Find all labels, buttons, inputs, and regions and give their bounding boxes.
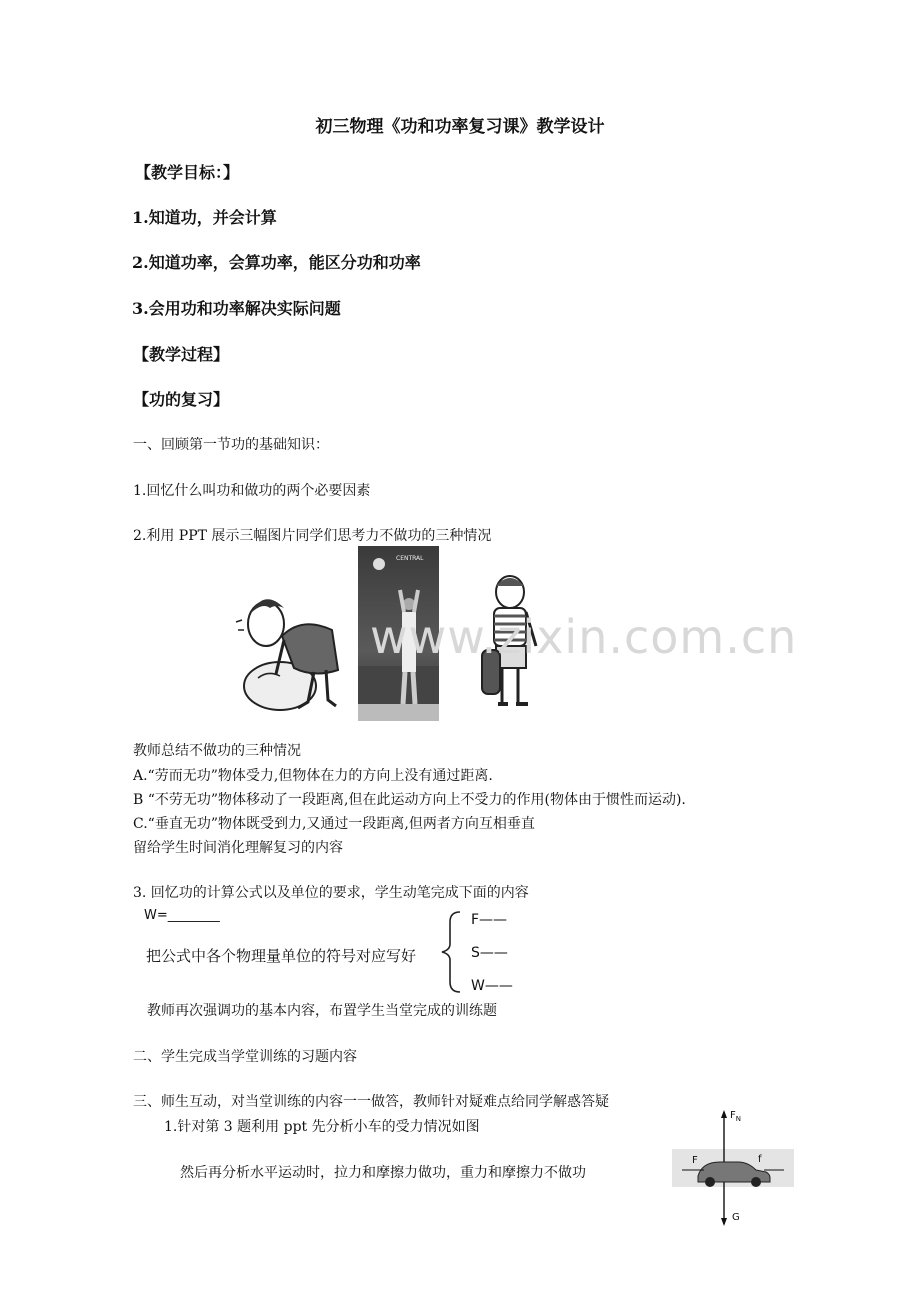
process-heading: 【教学过程】 (133, 345, 230, 364)
force-diagram (672, 1108, 794, 1228)
goals-heading: 【教学目标：】 (135, 163, 240, 182)
item-2: 2.利用 PPT 展示三幅图片同学们思考力不做功的三种情况 (133, 528, 492, 544)
section-2: 二、学生完成当学堂训练的习题内容 (133, 1049, 357, 1065)
goal-2: 2.知道功率，会算功率，能区分功和功率 (132, 253, 421, 272)
document-title: 初三物理《功和功率复习课》教学设计 (315, 117, 605, 137)
item-1: 1.回忆什么叫功和做功的两个必要因素 (133, 483, 371, 499)
friction-label: f (758, 1154, 762, 1165)
section-1: 一、回顾第一节功的基础知识： (133, 437, 329, 453)
brace (440, 910, 464, 994)
sub-item-1: 1.针对第 3 题利用 ppt 先分析小车的受力情况如图 (164, 1119, 480, 1135)
goal-1: 1.知道功，并会计算 (132, 208, 277, 227)
units-prompt: 把公式中各个物理量单位的符号对应写好 (146, 947, 417, 965)
section-3: 三、师生互动，对当堂训练的内容一一做答，教师针对疑难点给同学解惑答疑 (133, 1094, 609, 1110)
case-c: C.“垂直无功”物体既受到力,又通过一段距离,但两者方向互相垂直 (133, 816, 535, 832)
gravity-label: G (732, 1212, 740, 1223)
girl-pushing-rock-illustration (228, 578, 346, 718)
analysis-line: 然后再分析水平运动时，拉力和摩擦力做功，重力和摩擦力不做功 (180, 1165, 586, 1181)
watermark: www.zixin.com.cn (370, 610, 798, 664)
item-3: 3. 回忆功的计算公式以及单位的要求，学生动笔完成下面的内容 (133, 885, 529, 901)
unit-force: F—— (471, 912, 508, 928)
work-review-heading: 【功的复习】 (133, 390, 230, 409)
photo-banner-text: CENTRAL (396, 555, 424, 562)
force-pull-label: F (692, 1155, 698, 1166)
goal-3: 3.会用功和功率解决实际问题 (132, 299, 341, 318)
case-a: A.“劳而无功”物体受力,但物体在力的方向上没有通过距离. (133, 768, 493, 784)
case-b: B “不劳无功”物体移动了一段距离,但在此运动方向上不受力的作用(物体由于惯性而运动). (133, 792, 686, 808)
force-normal-label: F (730, 1110, 736, 1121)
emphasis-line: 教师再次强调功的基本内容，布置学生当堂完成的训练题 (147, 1003, 497, 1019)
unit-work: W—— (471, 978, 513, 994)
force-normal-subscript: N (735, 1115, 742, 1123)
summary-line: 教师总结不做功的三种情况 (133, 743, 301, 759)
unit-distance: S—— (471, 945, 508, 961)
formula-blank: W=________ (144, 908, 220, 923)
digest-line: 留给学生时间消化理解复习的内容 (133, 840, 343, 856)
